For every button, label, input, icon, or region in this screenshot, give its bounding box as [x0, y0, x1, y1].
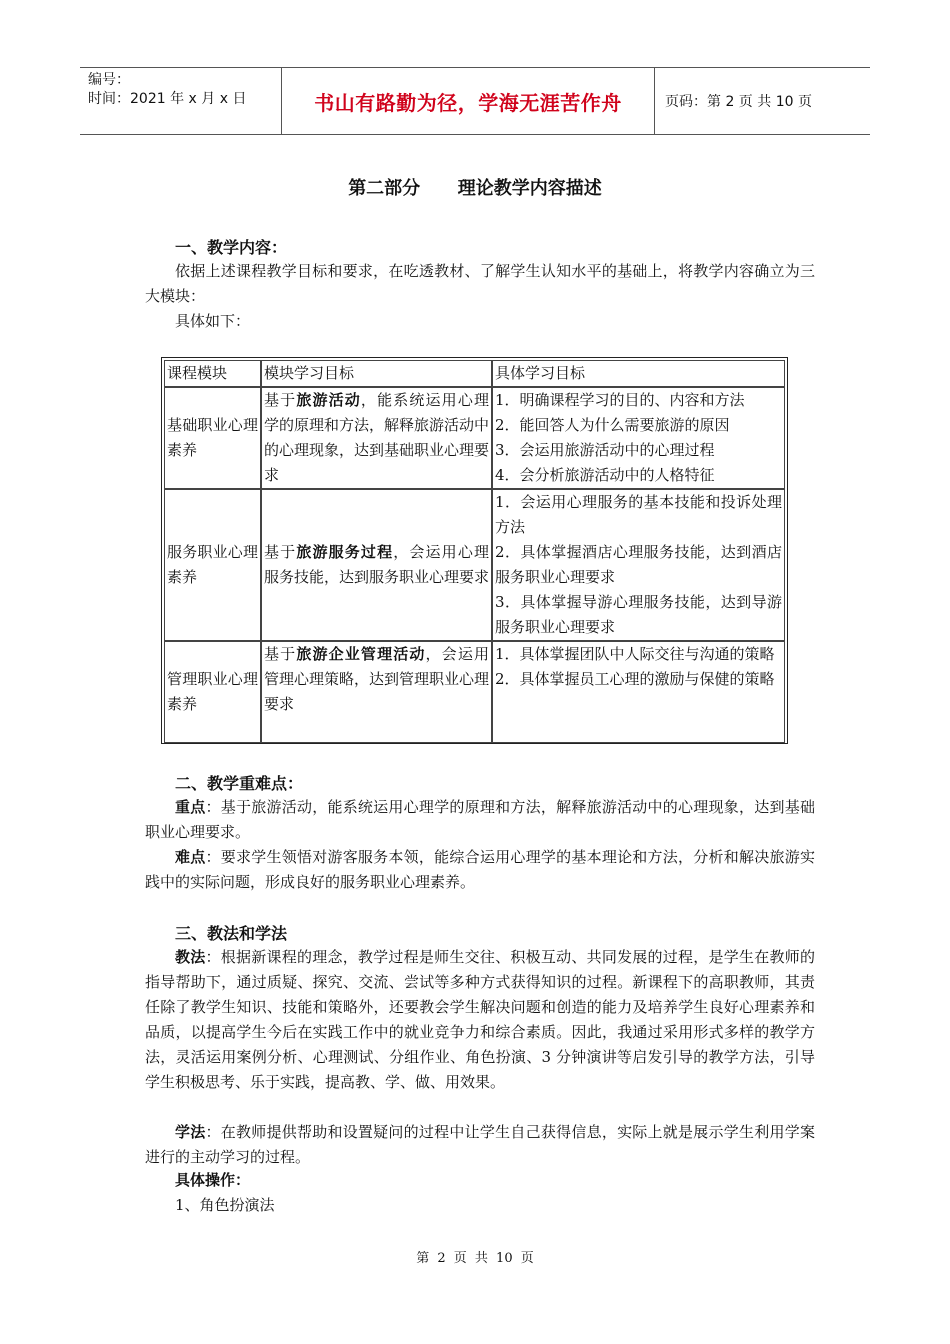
- header-motto: 书山有路勤为径，学海无涯苦作舟: [282, 68, 655, 134]
- goal-bold: 旅游活动: [296, 391, 361, 409]
- teaching-method-text: ：根据新课程的理念，教学过程是师生交往、积极互动、共同发展的过程，是学生在教师的指导帮助下，通过质疑、探究、交流、尝试等多种方式获得知识的过程。新课程下的高职教师，其责任除了教学生知识、技能和策略外，还要教会学生解决问题和创造的能力及培养学生良好心理素养和品质，以提高学生今后在实践工作中的就业竞争力和综合素质。因此，我通过采用形式多样的教学方法，灵活运用案例分析、心理测试、分组作业、角色扮演、3 分钟演讲等启发引导的教学方法，引导学生积极思考、乐于实践，提高教、学、做、用效果。: [145, 948, 815, 1091]
- table-row: [164, 387, 785, 489]
- teaching-method-paragraph: [145, 945, 815, 1095]
- header-time-label: 时间：2021 年 x 月 x 日: [88, 91, 247, 107]
- section-3-heading: 三、教法和学法: [175, 924, 288, 943]
- difficulty-label: 难点: [175, 848, 206, 866]
- learning-method-label: 学法: [175, 1123, 206, 1141]
- difficulty-text: ：要求学生领悟对游客服务本领，能综合运用心理学的基本理论和方法，分析和解决旅游实践中的实际问题，形成良好的服务职业心理素养。: [145, 848, 815, 891]
- operations-item-1: 1、角色扮演法: [175, 1196, 275, 1214]
- header-page-info: 页码：第 2 页 共 10 页: [665, 94, 812, 110]
- specific-goal-item: 2．具体掌握员工心理的激励与保健的策略: [495, 670, 775, 688]
- key-point-label: 重点: [175, 798, 206, 816]
- page-footer: 第 2 页 共 10 页: [416, 1251, 534, 1266]
- section-2-heading: 二、教学重难点：: [175, 774, 304, 793]
- goal-prefix: 基于: [264, 645, 297, 663]
- specific-goal-item: 1．明确课程学习的目的、内容和方法: [495, 391, 745, 409]
- goal-suffix: ，能系统运用心理学的原理和方法，解释旅游活动中的心理现象，达到基础职业心理要求: [264, 391, 490, 484]
- module-name-cell: 服务职业心理素养: [164, 489, 261, 641]
- table-header-cell: 具体学习目标: [492, 360, 785, 387]
- specific-goals-cell: [492, 489, 785, 641]
- goal-suffix: ，会运用心理服务技能，达到服务职业心理要求: [264, 543, 490, 586]
- section-1-heading: 一、教学内容：: [175, 238, 288, 257]
- specific-goals-cell: [492, 387, 785, 489]
- specific-goal-item: 2．能回答人为什么需要旅游的原因: [495, 416, 730, 434]
- module-table: [161, 357, 788, 744]
- module-name-cell: 基础职业心理素养: [164, 387, 261, 489]
- learning-method-text: ：在教师提供帮助和设置疑问的过程中让学生自己获得信息，实际上就是展示学生利用学案进行的主动学习的过程。: [145, 1123, 815, 1166]
- specific-goal-item: 3．会运用旅游活动中的心理过程: [495, 441, 715, 459]
- table-row: [164, 641, 785, 743]
- table-header-cell: 模块学习目标: [261, 360, 492, 387]
- module-goal-cell: [261, 387, 492, 489]
- goal-bold: 旅游企业管理活动: [296, 645, 426, 663]
- learning-method-paragraph: [145, 1120, 815, 1170]
- page-header: [80, 67, 870, 135]
- goal-suffix: ，会运用管理心理策略，达到管理职业心理要求: [264, 645, 490, 713]
- table-row: [164, 489, 785, 641]
- section-1-paragraph: 依据上述课程教学目标和要求，在吃透教材、了解学生认知水平的基础上，将教学内容确立为三大模块：: [145, 262, 815, 305]
- specific-goal-item: 2．具体掌握酒店心理服务技能，达到酒店服务职业心理要求: [495, 543, 782, 586]
- table-header-row: [164, 360, 785, 387]
- operations-label: 具体操作：: [175, 1171, 251, 1189]
- difficulty-paragraph: [145, 845, 815, 895]
- goal-prefix: 基于: [264, 391, 297, 409]
- module-goal-cell: [261, 489, 492, 641]
- specific-goals-cell: [492, 641, 785, 743]
- page-title: 第二部分 理论教学内容描述: [348, 178, 602, 199]
- module-goal-cell: [261, 641, 492, 743]
- specific-goal-item: 4．会分析旅游活动中的人格特征: [495, 466, 715, 484]
- goal-prefix: 基于: [264, 543, 297, 561]
- section-1-subtitle: 具体如下：: [175, 312, 251, 330]
- teaching-method-label: 教法: [175, 948, 206, 966]
- specific-goal-item: 1．具体掌握团队中人际交往与沟通的策略: [495, 645, 775, 663]
- goal-bold: 旅游服务过程: [296, 543, 394, 561]
- header-number-label: 编号：: [88, 72, 130, 88]
- module-name-cell: 管理职业心理素养: [164, 641, 261, 743]
- specific-goal-item: 3．具体掌握导游心理服务技能，达到导游服务职业心理要求: [495, 593, 782, 636]
- header-meta: [80, 68, 282, 134]
- key-point-paragraph: [145, 795, 815, 845]
- key-point-text: ：基于旅游活动，能系统运用心理学的原理和方法，解释旅游活动中的心理现象，达到基础职业心理要求。: [145, 798, 815, 841]
- specific-goal-item: 1．会运用心理服务的基本技能和投诉处理方法: [495, 493, 782, 536]
- table-header-cell: 课程模块: [164, 360, 261, 387]
